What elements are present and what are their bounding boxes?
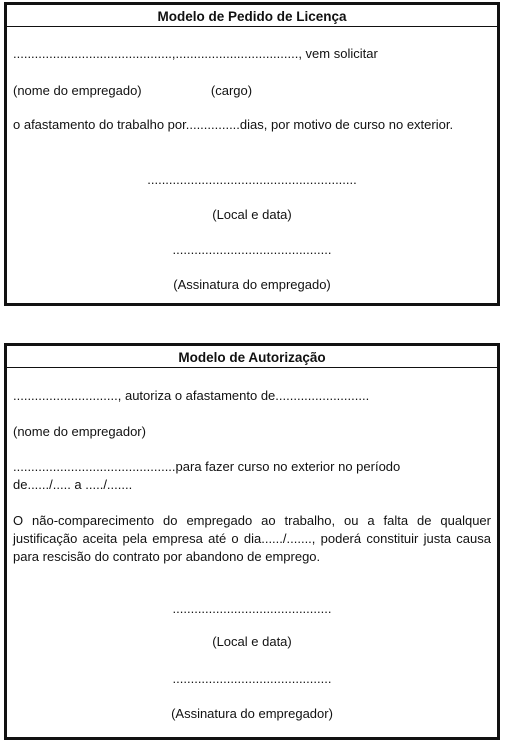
pedido-assinatura-label: (Assinatura do empregado) — [173, 277, 331, 292]
nome-empregador-label: (nome do empregador) — [13, 424, 146, 439]
cargo-label: (cargo) — [210, 83, 253, 98]
pedido-assinatura-blank: ............................................ — [172, 242, 332, 257]
autorizacao-local-data-label: (Local e data) — [212, 634, 292, 649]
autorizacao-assinatura-blank: ............................................ — [172, 671, 332, 686]
pedido-local-data-blank: .......................................................... — [147, 172, 357, 187]
autorizacao-line-periodo: de....../..... a ...../....... — [13, 477, 133, 492]
autorizacao-form — [4, 343, 500, 740]
autorizacao-title: Modelo de Autorização — [178, 350, 326, 365]
pedido-labels-row — [13, 82, 491, 100]
pedido-licenca-form — [4, 2, 500, 306]
nome-empregado-label: (nome do empregado) — [13, 83, 142, 98]
pedido-title-rule — [7, 26, 497, 27]
pedido-afastamento-text: o afastamento do trabalho por...............dias, por motivo de curso no exterior. — [13, 117, 454, 132]
autorizacao-title-rule — [7, 367, 497, 368]
autorizacao-paragraph: O não-comparecimento do empregado ao trabalho, ou a falta de qualquer justificação aceita pela empresa até o dia....../......., poderá constituir justa causa para rescisão do contrato por abandono de emprego. — [13, 513, 491, 564]
autorizacao-line-curso: .............................................para fazer curso no exterior no período — [13, 459, 401, 474]
autorizacao-line-autoriza: ............................., autoriza o afastamento de.......................... — [13, 388, 370, 403]
pedido-title: Modelo de Pedido de Licença — [157, 9, 347, 24]
autorizacao-local-data-blank: ............................................ — [172, 601, 332, 616]
autorizacao-assinatura-label: (Assinatura do empregador) — [171, 706, 333, 721]
pedido-local-data-label: (Local e data) — [212, 207, 292, 222]
pedido-line-nome-cargo: ............................................,.................................., vem solicitar — [13, 46, 378, 61]
